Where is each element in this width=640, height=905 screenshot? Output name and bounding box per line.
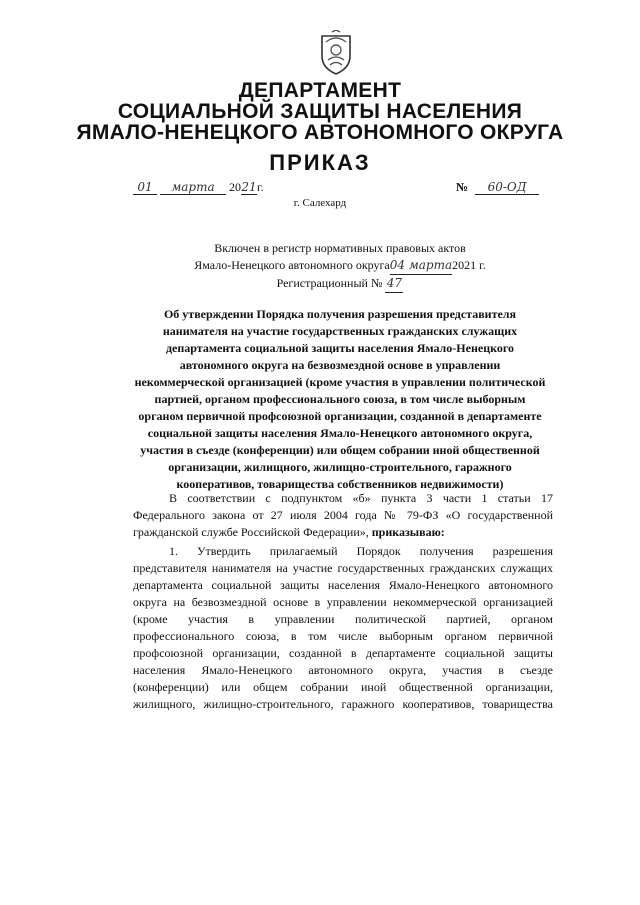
subject-line: нанимателя на участие государственных гражданских служащих [162,324,518,338]
order-date [133,180,264,195]
date-day: 01 [133,180,157,195]
subject-line: социальной защиты населения Ямало-Ненецкого автономного округа, [147,426,533,440]
department-title-line-3: ЯМАЛО-НЕНЕЦКОГО АВТОНОМНОГО ОКРУГА [76,121,564,144]
registration-number: 47 [385,275,403,293]
subject-line: Об утверждении Порядка получения разрешения представителя [163,307,517,321]
department-title-line-2: СОЦИАЛЬНОЙ ЗАЩИТЫ НАСЕЛЕНИЯ [117,100,523,123]
item-1-line: департамента социальной защиты населения Ямало-Ненецкого автономного [133,578,553,592]
item-1-line: (конференции) или общем собрании иной общественной организации, [133,680,553,694]
registration-region: Ямало-Ненецкого автономного округа [194,258,390,272]
subject-line: департамента социальной защиты населения Ямало-Ненецкого [165,341,515,355]
item-1-line: профсоюзной организации, созданной в департаменте социальной защиты [133,646,553,660]
registration-line-1: Включен в регистр нормативных правовых актов [214,241,466,255]
registration-stamp [190,240,490,293]
date-year-prefix: 20 [229,180,241,194]
subject-line: партией, органом профессионального союза, в том числе выборным [154,392,526,406]
order-number [456,180,539,195]
preamble-line-3 [133,525,445,539]
registration-line-2 [190,257,490,275]
date-year-suffix: 21 [241,180,257,194]
number-value: 60-ОД [475,180,539,195]
department-title-line-1: ДЕПАРТАМЕНТ [238,79,402,102]
registration-date: 04 марта [390,257,452,275]
order-subject [130,306,550,493]
item-1-line: (кроме участия в управлении политической партией, органом [133,612,553,626]
order-verb: приказываю: [371,525,445,539]
item-1-line: округа на безвозмездной основе в управлении некоммерческой организацией [133,595,553,609]
preamble-line-1: В соответствии с подпунктом «б» пункта 3 части 1 статьи 17 [169,491,553,505]
preamble-line-2: Федерального закона от 27 июля 2004 года № 79-ФЗ «О государственной [133,508,553,522]
subject-line: участия в съезде (конференции) или общем собрании иной общественной [140,443,540,457]
registration-number-label: Регистрационный № [276,276,383,290]
date-month: марта [160,180,226,195]
subject-line: кооперативов, товарищества собственников недвижимости) [176,477,504,491]
date-g: г. [257,180,264,194]
registration-year: 2021 г. [452,258,486,272]
item-1-line: 1. Утвердить прилагаемый Порядок получения разрешения [169,544,553,558]
document-type: ПРИКАЗ [269,150,371,175]
coat-of-arms-icon [318,30,354,76]
item-1-line: населения Ямало-Ненецкого автономного округа, участия в съезде [133,663,553,677]
subject-line: автономного округа на безвозмездной основе в управлении [179,358,501,372]
preamble-line-3-text: гражданской службе Российской Федерации», [133,525,369,539]
subject-line: некоммерческой организацией (кроме участия в управлении политической [134,375,546,389]
item-1 [133,543,553,713]
subject-line: организации, жилищного, жилищно-строительного, гаражного [168,460,512,474]
preamble [133,490,553,541]
item-1-line: жилищного, жилищно-строительного, гаражного кооперативов, товарищества [133,697,553,711]
city: г. Салехард [293,197,347,209]
number-label: № [456,180,469,194]
item-1-line: профессионального союза, в том числе выборным органом первичной [133,629,553,643]
subject-line: органом первичной профсоюзной организации, созданной в департаменте [138,409,542,423]
item-1-line: представителя нанимателя на участие государственных гражданских служащих [133,561,553,575]
registration-line-3 [190,275,490,293]
